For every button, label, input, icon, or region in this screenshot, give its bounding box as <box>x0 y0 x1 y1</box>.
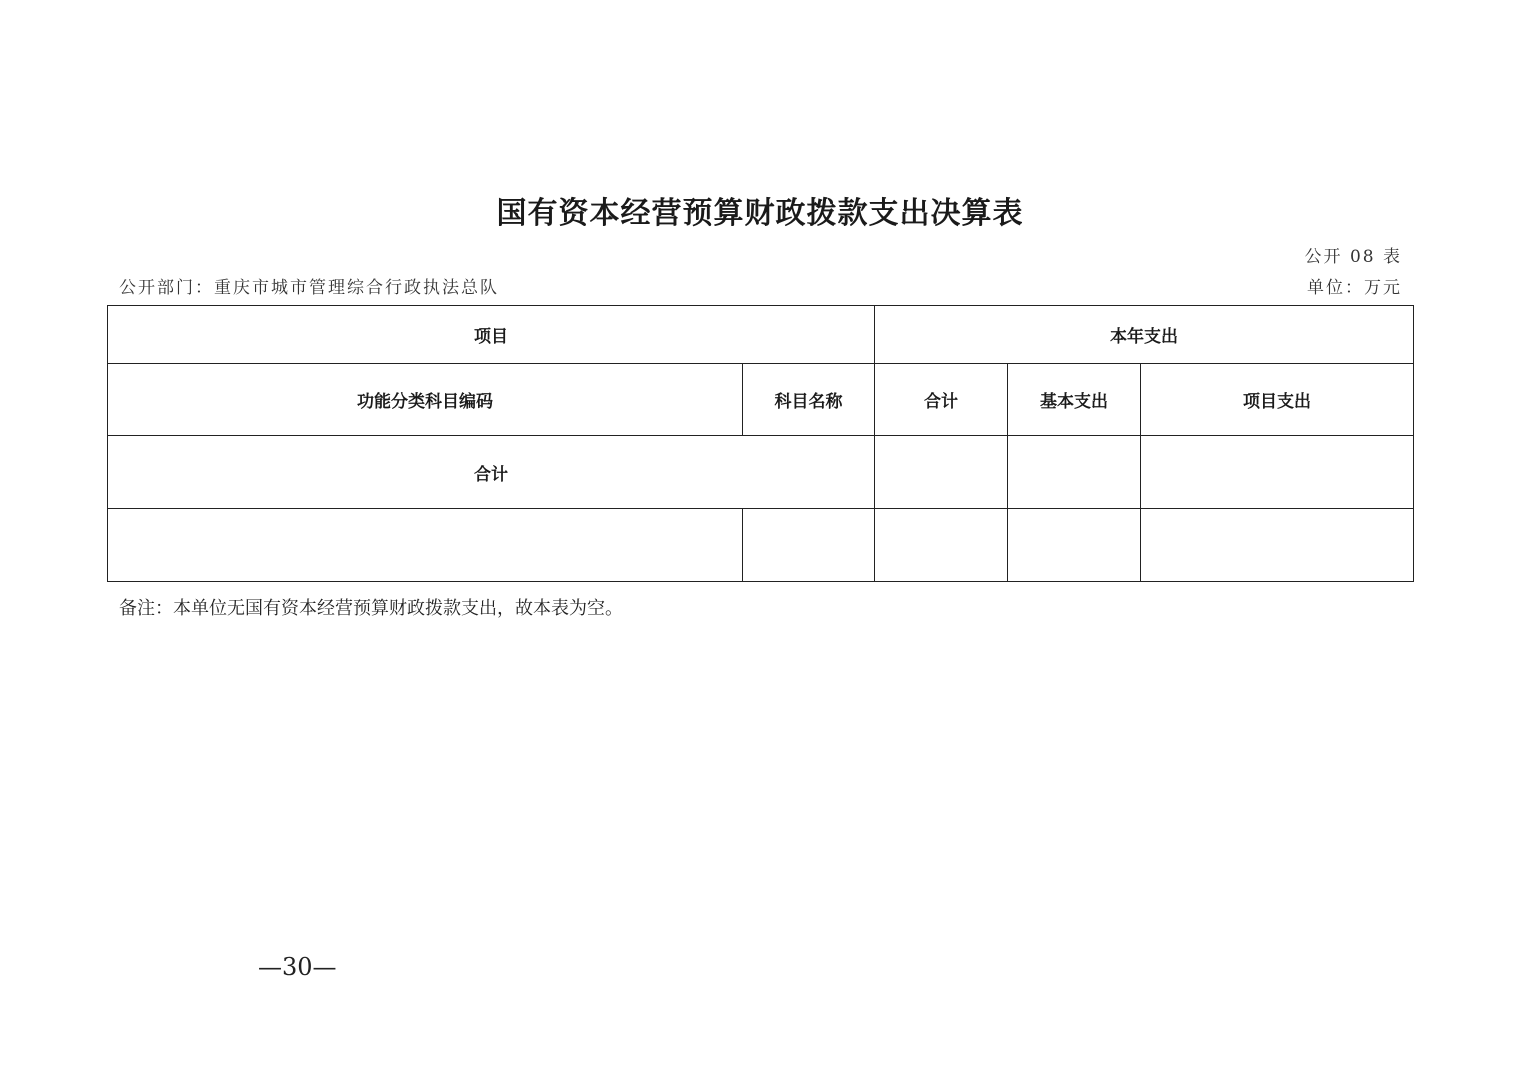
unit-label: 单位：万元 <box>1307 278 1402 298</box>
column-header-code: 功能分类科目编码 <box>108 364 743 436</box>
header-row-2 <box>108 364 1414 436</box>
column-header-basic: 基本支出 <box>1008 364 1141 436</box>
total-cell-total <box>875 436 1008 509</box>
header-row-1 <box>108 306 1414 364</box>
total-cell-basic <box>1008 436 1141 509</box>
table-row <box>108 509 1414 582</box>
header-current-year: 本年支出 <box>875 306 1414 364</box>
cell-project <box>1141 509 1414 582</box>
cell-code <box>108 509 743 582</box>
column-header-name: 科目名称 <box>743 364 875 436</box>
column-header-total: 合计 <box>875 364 1008 436</box>
form-number: 公开 08 表 <box>1304 247 1402 267</box>
total-label: 合计 <box>108 436 875 509</box>
column-header-project: 项目支出 <box>1141 364 1414 436</box>
footnote: 备注：本单位无国有资本经营预算财政拨款支出，故本表为空。 <box>119 598 623 619</box>
cell-total <box>875 509 1008 582</box>
total-cell-project <box>1141 436 1414 509</box>
budget-table <box>107 305 1414 582</box>
page-title: 国有资本经营预算财政拨款支出决算表 <box>496 196 1024 231</box>
header-project: 项目 <box>108 306 875 364</box>
total-row <box>108 436 1414 509</box>
department-label: 公开部门：重庆市城市管理综合行政执法总队 <box>119 278 499 298</box>
cell-basic <box>1008 509 1141 582</box>
page-number: —30— <box>258 953 337 981</box>
cell-name <box>743 509 875 582</box>
